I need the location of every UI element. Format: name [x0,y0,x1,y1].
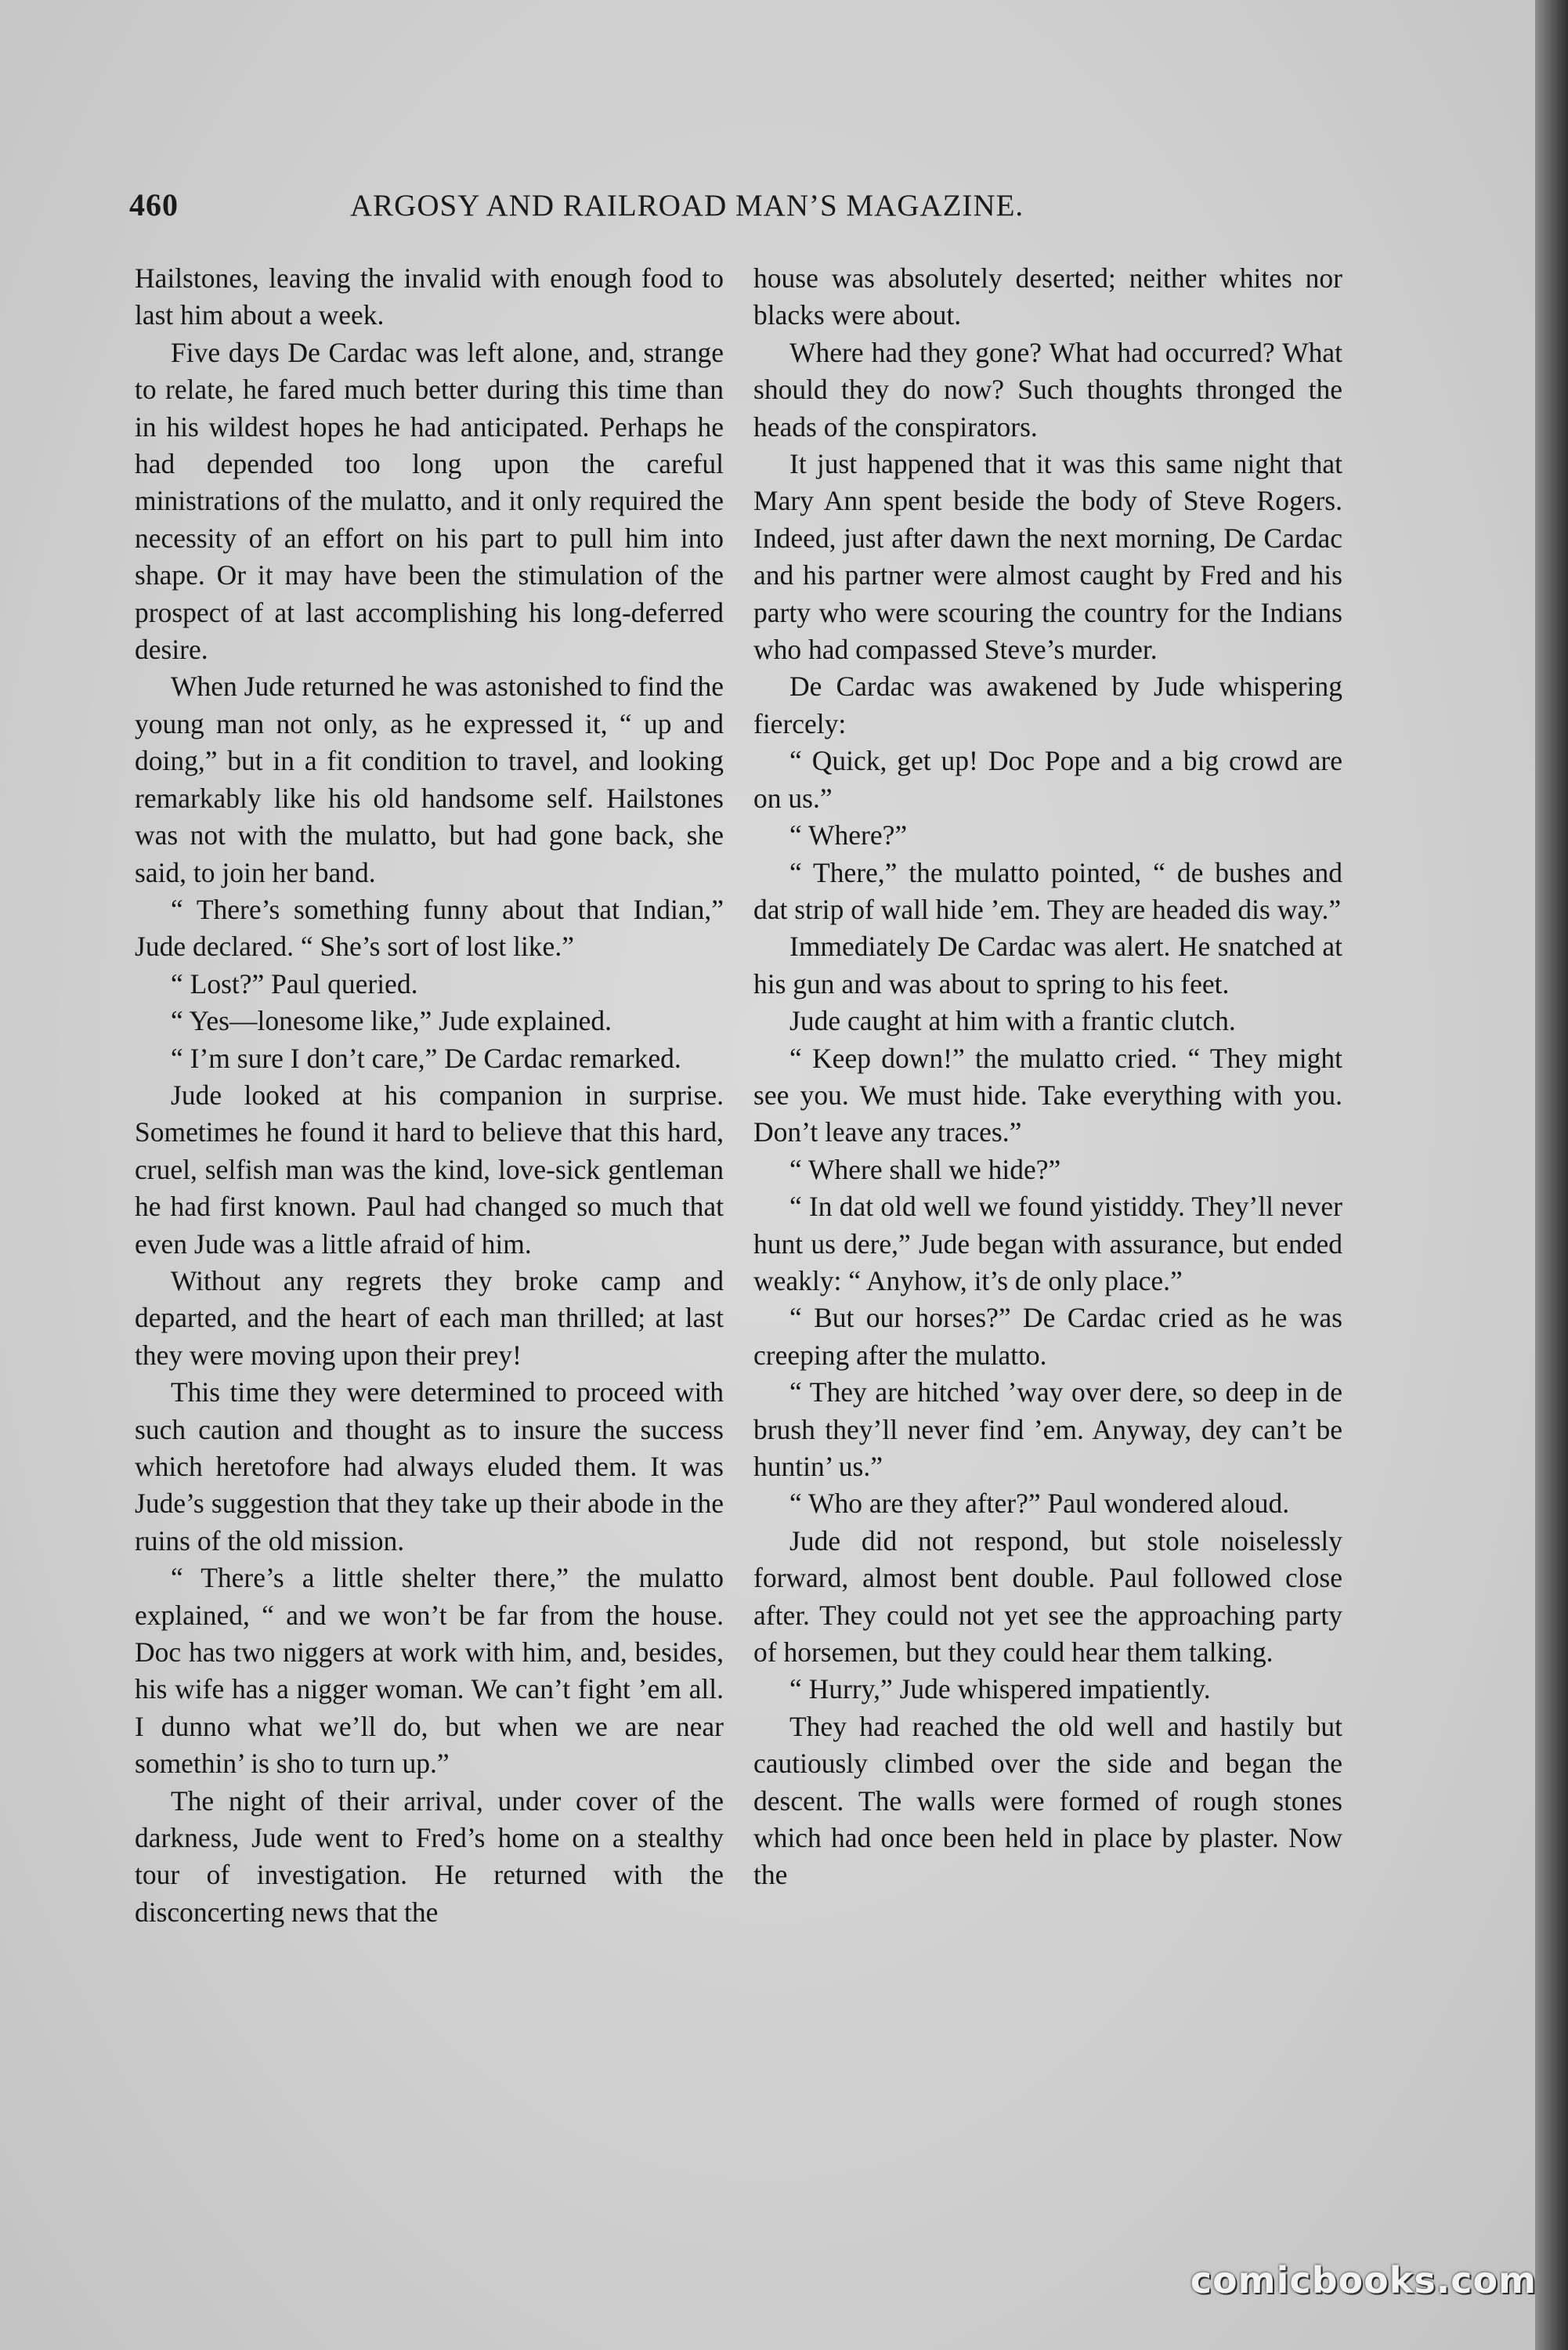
paragraph: “ Hurry,” Jude whispered impatiently. [789,1673,1211,1705]
paragraph: Immediately De Cardac was alert. He snatched at his gun and was about to spring to his feet. [753,931,1342,1000]
paragraph: “ I’m sure I don’t care,” De Cardac remarked. [171,1042,681,1074]
page-number: 460 [129,187,179,222]
paragraph: It just happened that it was this same night that Mary Ann spent beside the body of Steve Rogers. Indeed, just after dawn the next morning, De Cardac and his partner were almost caught by Fred and his party who were scouring the country for the Indians who had compassed Steve’s murder. [753,448,1342,666]
page-header [129,186,1339,233]
paragraph: “ Who are they after?” Paul wondered aloud. [789,1488,1290,1520]
page-edge-shadow [1535,0,1568,2350]
paragraph: This time they were determined to proceed with such caution and thought as to insure the success which heretofore had always eluded them. It was Jude’s suggestion that they take up their abode in the ruins of the old mission. [135,1376,724,1556]
paragraph: Hailstones, leaving the invalid with enough food to last him about a week. [135,262,724,331]
paragraph: When Jude returned he was astonished to find the young man not only, as he expressed it, “ up and doing,” but in a fit condition to travel, and looking remarkably like his old handsome self. Hailstones was not with the mulatto, but had gone back, she said, to join her band. [135,671,724,888]
paragraph: “ Yes—lonesome like,” Jude explained. [171,1005,612,1037]
running-title: ARGOSY AND RAILROAD MAN’S MAGAZINE. [350,189,1024,222]
paragraph: Jude looked at his companion in surprise. Sometimes he found it hard to believe that this hard, cruel, selfish man was the kind, love-sick gentleman he had first known. Paul had changed so much that even Jude was a little afraid of him. [135,1079,724,1260]
paragraph: “ There’s something funny about that Indian,” Jude declared. “ She’s sort of lost like.” [135,893,724,963]
watermark-logo: comicbooks.com [1190,2259,1537,2301]
paragraph: Jude caught at him with a frantic clutch. [789,1005,1236,1037]
paragraph: Five days De Cardac was left alone, and, strange to relate, he fared much better during this time than in his wildest hopes he had anticipated. Perhaps he had depended too long upon the careful ministrations of the mulatto, and it only required the necessity of an effort on his part to pull him into shape. Or it may have been the stimulation of the prospect of at last accomplishing his long-deferred desire. [135,336,724,666]
paragraph: house was absolutely deserted; neither whites nor blacks were about. [753,262,1342,331]
paragraph: “ But our horses?” De Cardac cried as he was creeping after the mulatto. [753,1302,1342,1371]
paragraph: “ Where shall we hide?” [789,1153,1061,1185]
paragraph: Where had they gone? What had occurred? What should they do now? Such thoughts thronged the heads of the conspirators. [753,336,1342,443]
paragraph: “ There,” the mulatto pointed, “ de bushes and dat strip of wall hide ’em. They are headed dis way.” [753,856,1342,925]
paragraph: “ Lost?” Paul queried. [171,967,418,1000]
paragraph: “ There’s a little shelter there,” the mulatto explained, “ and we won’t be far from the house. Doc has two niggers at work with him, and, besides, his wife has a nigger woman. We can’t fight ’em all. I dunno what we’ll do, but when we are near somethin’ is sho to turn up.” [135,1562,724,1780]
paragraph: The night of their arrival, under cover of the darkness, Jude went to Fred’s home on a stealthy tour of investigation. He returned with the disconcerting news that the [135,1784,724,1928]
paragraph: Jude did not respond, but stole noiselessly forward, almost bent double. Paul followed close after. They could not yet see the approaching party of horsemen, but they could hear them talking. [753,1524,1342,1668]
right-column [753,260,1342,1894]
paragraph: “ Where?” [789,819,908,851]
paragraph: “ They are hitched ’way over dere, so deep in de brush they’ll never find ’em. Anyway, dey can’t be huntin’ us.” [753,1376,1342,1482]
paragraph: “ Keep down!” the mulatto cried. “ They might see you. We must hide. Take everything with you. Don’t leave any traces.” [753,1042,1342,1148]
paragraph: “ In dat old well we found yistiddy. They’ll never hunt us dere,” Jude began with assurance, but ended weakly: “ Anyhow, it’s de only place.” [753,1191,1342,1296]
paragraph: Without any regrets they broke camp and departed, and the heart of each man thrilled; at last they were moving upon their prey! [135,1264,724,1371]
left-column [135,260,724,1931]
paragraph: De Cardac was awakened by Jude whispering fiercely: [753,671,1342,739]
paragraph: “ Quick, get up! Doc Pope and a big crowd are on us.” [753,745,1342,814]
paragraph: They had reached the old well and hastily but cautiously climbed over the side and began the descent. The walls were formed of rough stones which had once been held in place by plaster. Now the [753,1710,1342,1891]
